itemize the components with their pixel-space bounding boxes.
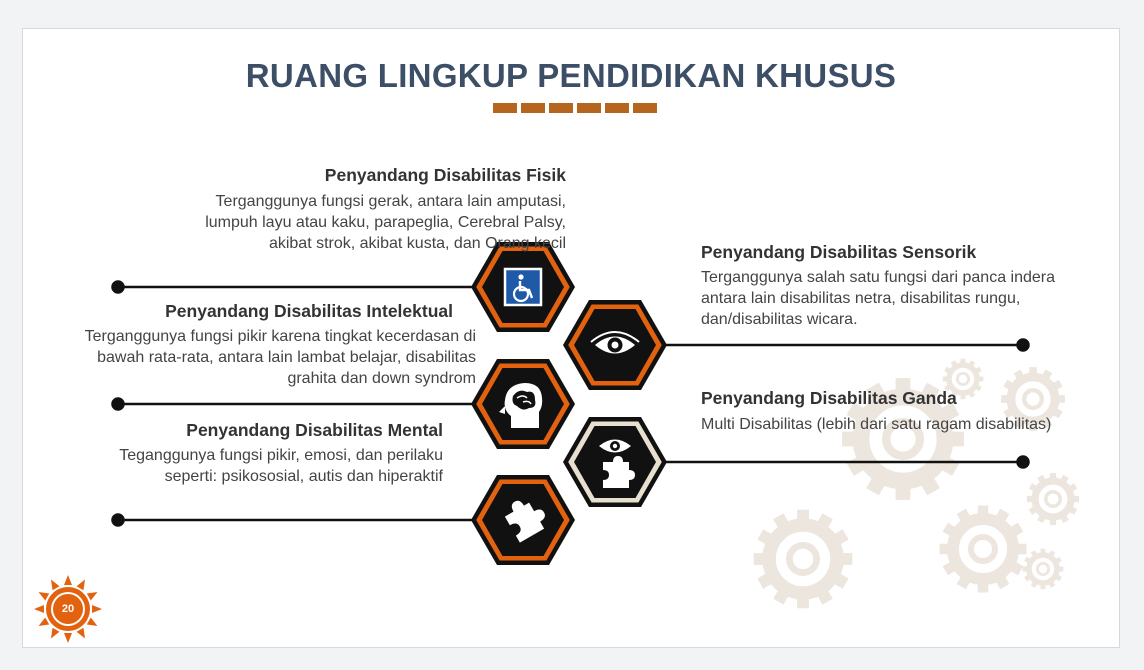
text-disabilitas-ganda: Multi Disabilitas (lebih dari satu ragam disabilitas): [701, 416, 1052, 433]
page-title: RUANG LINGKUP PENDIDIKAN KHUSUS: [245, 57, 897, 94]
page-number: 20: [61, 603, 75, 615]
heading-disabilitas-ganda: Penyandang Disabilitas Ganda: [701, 388, 957, 408]
eye-icon: [563, 300, 667, 390]
slide: [22, 28, 1120, 648]
brain-head-icon: [471, 359, 575, 449]
page-number-badge: [33, 574, 103, 644]
text-disabilitas-mental: Teganggunya fungsi pikir, emosi, dan perilaku seperti: psikososial, autis dan hiperaktif: [119, 447, 443, 485]
heading-disabilitas-fisik: Penyandang Disabilitas Fisik: [324, 165, 566, 185]
text-disabilitas-sensorik: Terganggunya salah satu fungsi dari panca indera antara lain disabilitas netra, disabilitas rungu, dan/disabilitas wicara.: [701, 269, 1056, 328]
heading-disabilitas-sensorik: Penyandang Disabilitas Sensorik: [701, 242, 977, 262]
wheelchair-icon: [471, 242, 575, 332]
heading-disabilitas-intelektual: Penyandang Disabilitas Intelektual: [165, 301, 453, 321]
eye-puzzle-icon: [563, 417, 667, 507]
text-disabilitas-intelektual: Terganggunya fungsi pikir karena tingkat kecerdasan di bawah rata-rata, antara lain lambat belajar, disabilitas grahita dan down syndrom: [84, 328, 476, 387]
heading-disabilitas-mental: Penyandang Disabilitas Mental: [186, 420, 443, 440]
text-disabilitas-fisik: Terganggunya fungsi gerak, antara lain amputasi, lumpuh layu atau kaku, parapeglia, Cerebral Palsy, akibat strok, akibat kusta, dan Orang kecil: [205, 193, 566, 252]
puzzle-icon: [471, 475, 575, 565]
